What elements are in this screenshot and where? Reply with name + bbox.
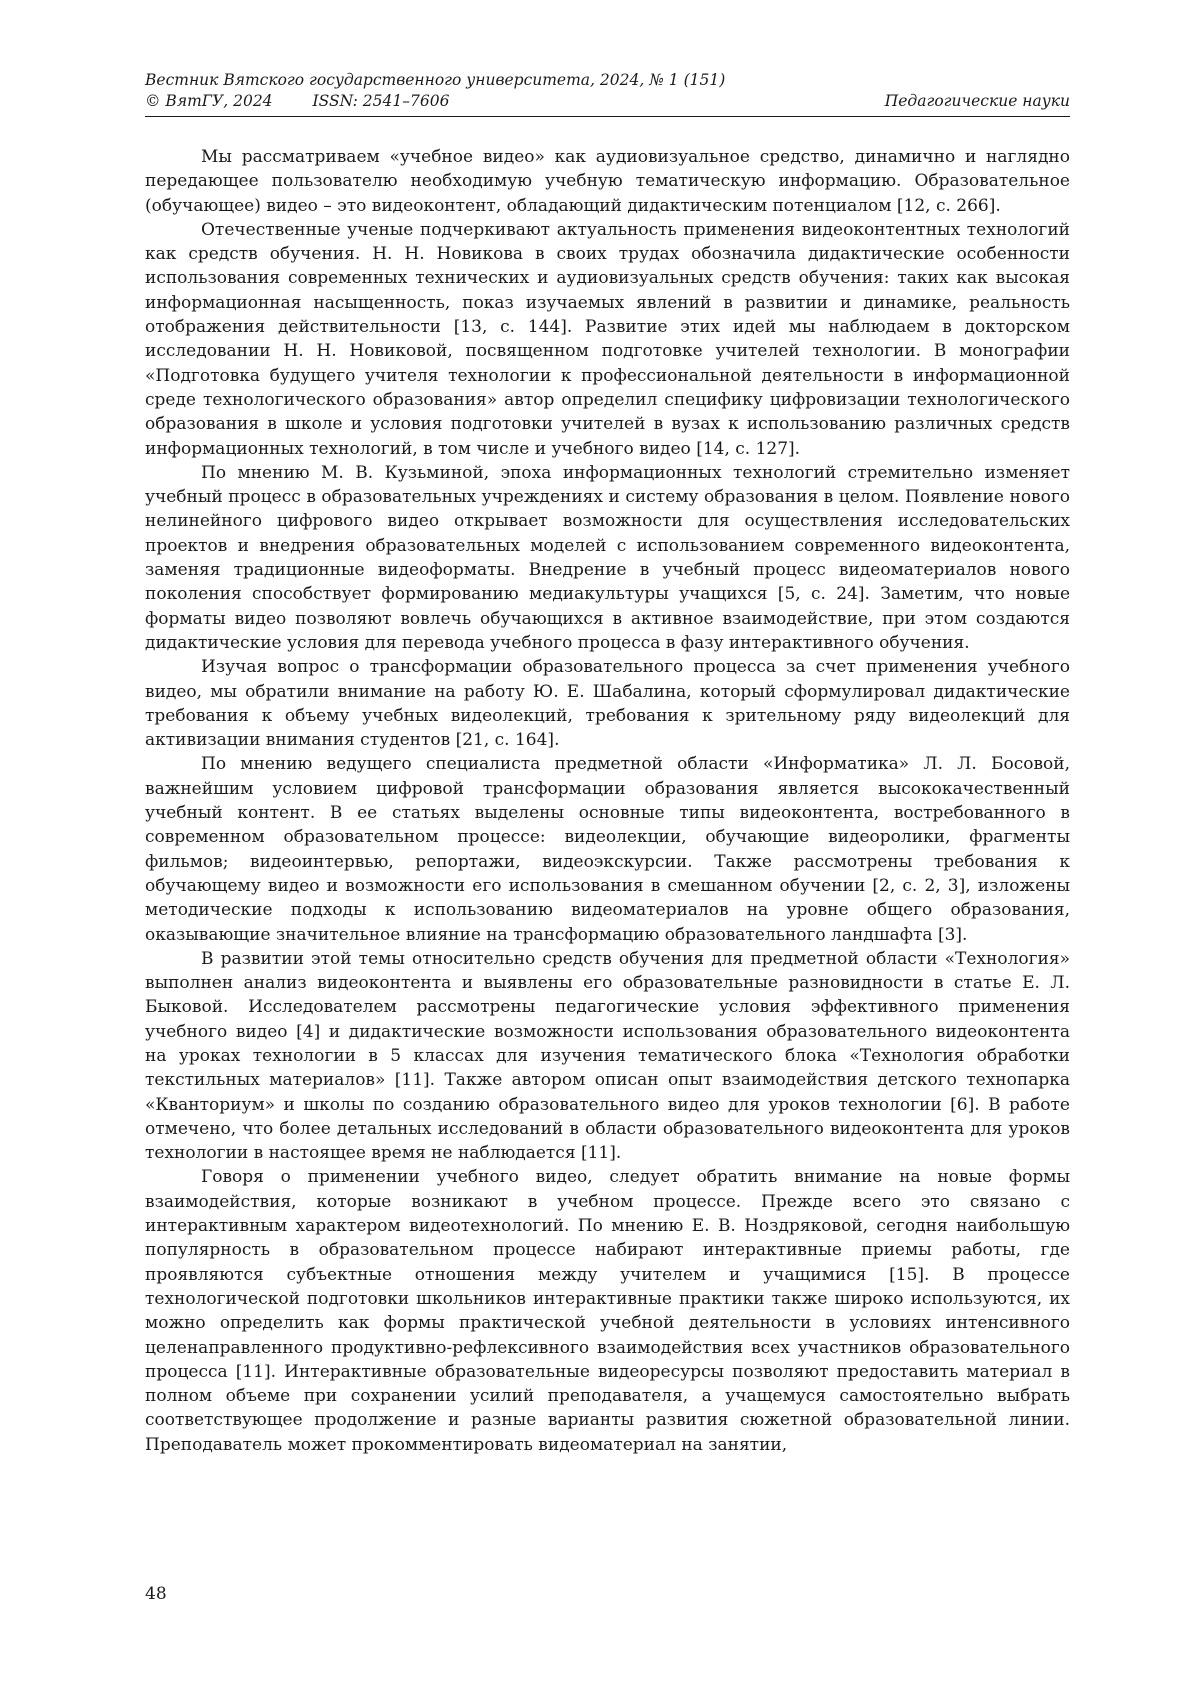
paragraph: По мнению М. В. Кузьминой, эпоха информационных технологий стремительно изменяет учебный процесс в образовательных учреждениях и систему образования в целом. Появление нового нелинейного цифрового видео открывает возможности для осуществления исследовательских проектов и внедрения образовательных моделей с использованием современного видеоконтента, заменяя традиционные видеоформаты. Внедрение в учебный процесс видеоматериалов нового поколения способствует формированию медиакультуры учащихся [5, с. 24]. Заметим, что новые форматы видео позволяют вовлечь обучающихся в активное взаимодействие, при этом создаются дидактические условия для перевода учебного процесса в фазу интерактивного обучения.	[145, 462, 1070, 653]
paragraph: Отечественные ученые подчеркивают актуальность применения видеоконтентных технологий как средств обучения. Н. Н. Новикова в своих трудах обозначила дидактические особенности использования современных технических и аудиовизуальных средств обучения: таких как высокая информационная насыщенность, показ изучаемых явлений в развитии и динамике, реальность отображения действительности [13, с. 144]. Развитие этих идей мы наблюдаем в докторском исследовании Н. Н. Новиковой, посвященном подготовке учителей технологии. В монографии «Подготовка будущего учителя технологии к профессиональной деятельности в информационной среде технологического образования» автор определил специфику цифровизации технологического образования в школе и условия подготовки учителей в вузах к использованию различных средств информационных технологий, в том числе и учебного видео [14, с. 127].	[145, 219, 1070, 459]
running-header	[145, 70, 1070, 117]
header-meta-row	[145, 91, 1070, 112]
header-journal-row	[145, 70, 1070, 91]
issn: ISSN: 2541–7606	[312, 92, 450, 110]
paragraph: Изучая вопрос о трансформации образовательного процесса за счет применения учебного видео, мы обратили внимание на работу Ю. Е. Шабалина, который сформулировал дидактические требования к объему учебных видеолекций, требования к зрительному ряду видеолекций для активизации внимания студентов [21, с. 164].	[145, 657, 1070, 751]
article-body	[145, 145, 1070, 1457]
page-number: 48	[145, 1584, 167, 1604]
paragraph: Мы рассматриваем «учебное видео» как аудиовизуальное средство, динамично и наглядно передающее пользователю необходимую учебную тематическую информацию. Образовательное (обучающее) видео – это видеоконтент, обладающий дидактическим потенциалом [12, с. 266].	[145, 147, 1070, 216]
paragraph: По мнению ведущего специалиста предметной области «Информатика» Л. Л. Босовой, важнейшим условием цифровой трансформации образования является высококачественный учебный контент. В ее статьях выделены основные типы видеоконтента, востребованного в современном образовательном процессе: видеолекции, обучающие видеоролики, фрагменты фильмов; видеоинтервью, репортажи, видеоэкскурсии. Также рассмотрены требования к обучающему видео и возможности его использования в смешанном обучении [2, с. 2, 3], изложены методические подходы к использованию видеоматериалов на уровне общего образования, оказывающие значительное влияние на трансформацию образовательного ландшафта [3].	[145, 754, 1070, 945]
paragraph: В развитии этой темы относительно средств обучения для предметной области «Технология» выполнен анализ видеоконтента и выявлены его образовательные разновидности в статье Е. Л. Быковой. Исследователем рассмотрены педагогические условия эффективного применения учебного видео [4] и дидактические возможности использования образовательного видеоконтента на уроках технологии в 5 классах для изучения тематического блока «Технология обработки текстильных материалов» [11]. Также автором описан опыт взаимодействия детского технопарка «Кванториум» и школы по созданию образовательного видео для уроков технологии [6]. В работе отмечено, что более детальных исследований в области образовательного видеоконтента для уроков технологии в настоящее время не наблюдается [11].	[145, 948, 1070, 1164]
section-name: Педагогические науки	[884, 92, 1070, 110]
copyright: © ВятГУ, 2024	[145, 92, 273, 110]
paragraph: Говоря о применении учебного видео, следует обратить внимание на новые формы взаимодействия, которые возникают в учебном процессе. Прежде всего это связано с интерактивным характером видеотехнологий. По мнению Е. В. Ноздряковой, сегодня наибольшую популярность в образовательном процессе набирают интерактивные приемы работы, где проявляются субъектные отношения между учителем и учащимися [15]. В процессе технологической подготовки школьников интерактивные практики также широко используются, их можно определить как формы практической учебной деятельности в условиях интенсивного целенаправленного продуктивно-рефлексивного взаимодействия всех участников образовательного процесса [11]. Интерактивные образовательные видеоресурсы позволяют предоставить материал в полном объеме при сохранении усилий преподавателя, а учащемуся самостоятельно выбрать соответствующее продолжение и разные варианты развития сюжетной образовательной линии. Преподаватель может прокомментировать видеоматериал на занятии,	[145, 1167, 1070, 1455]
journal-title: Вестник Вятского государственного университета, 2024, № 1 (151)	[145, 71, 726, 89]
